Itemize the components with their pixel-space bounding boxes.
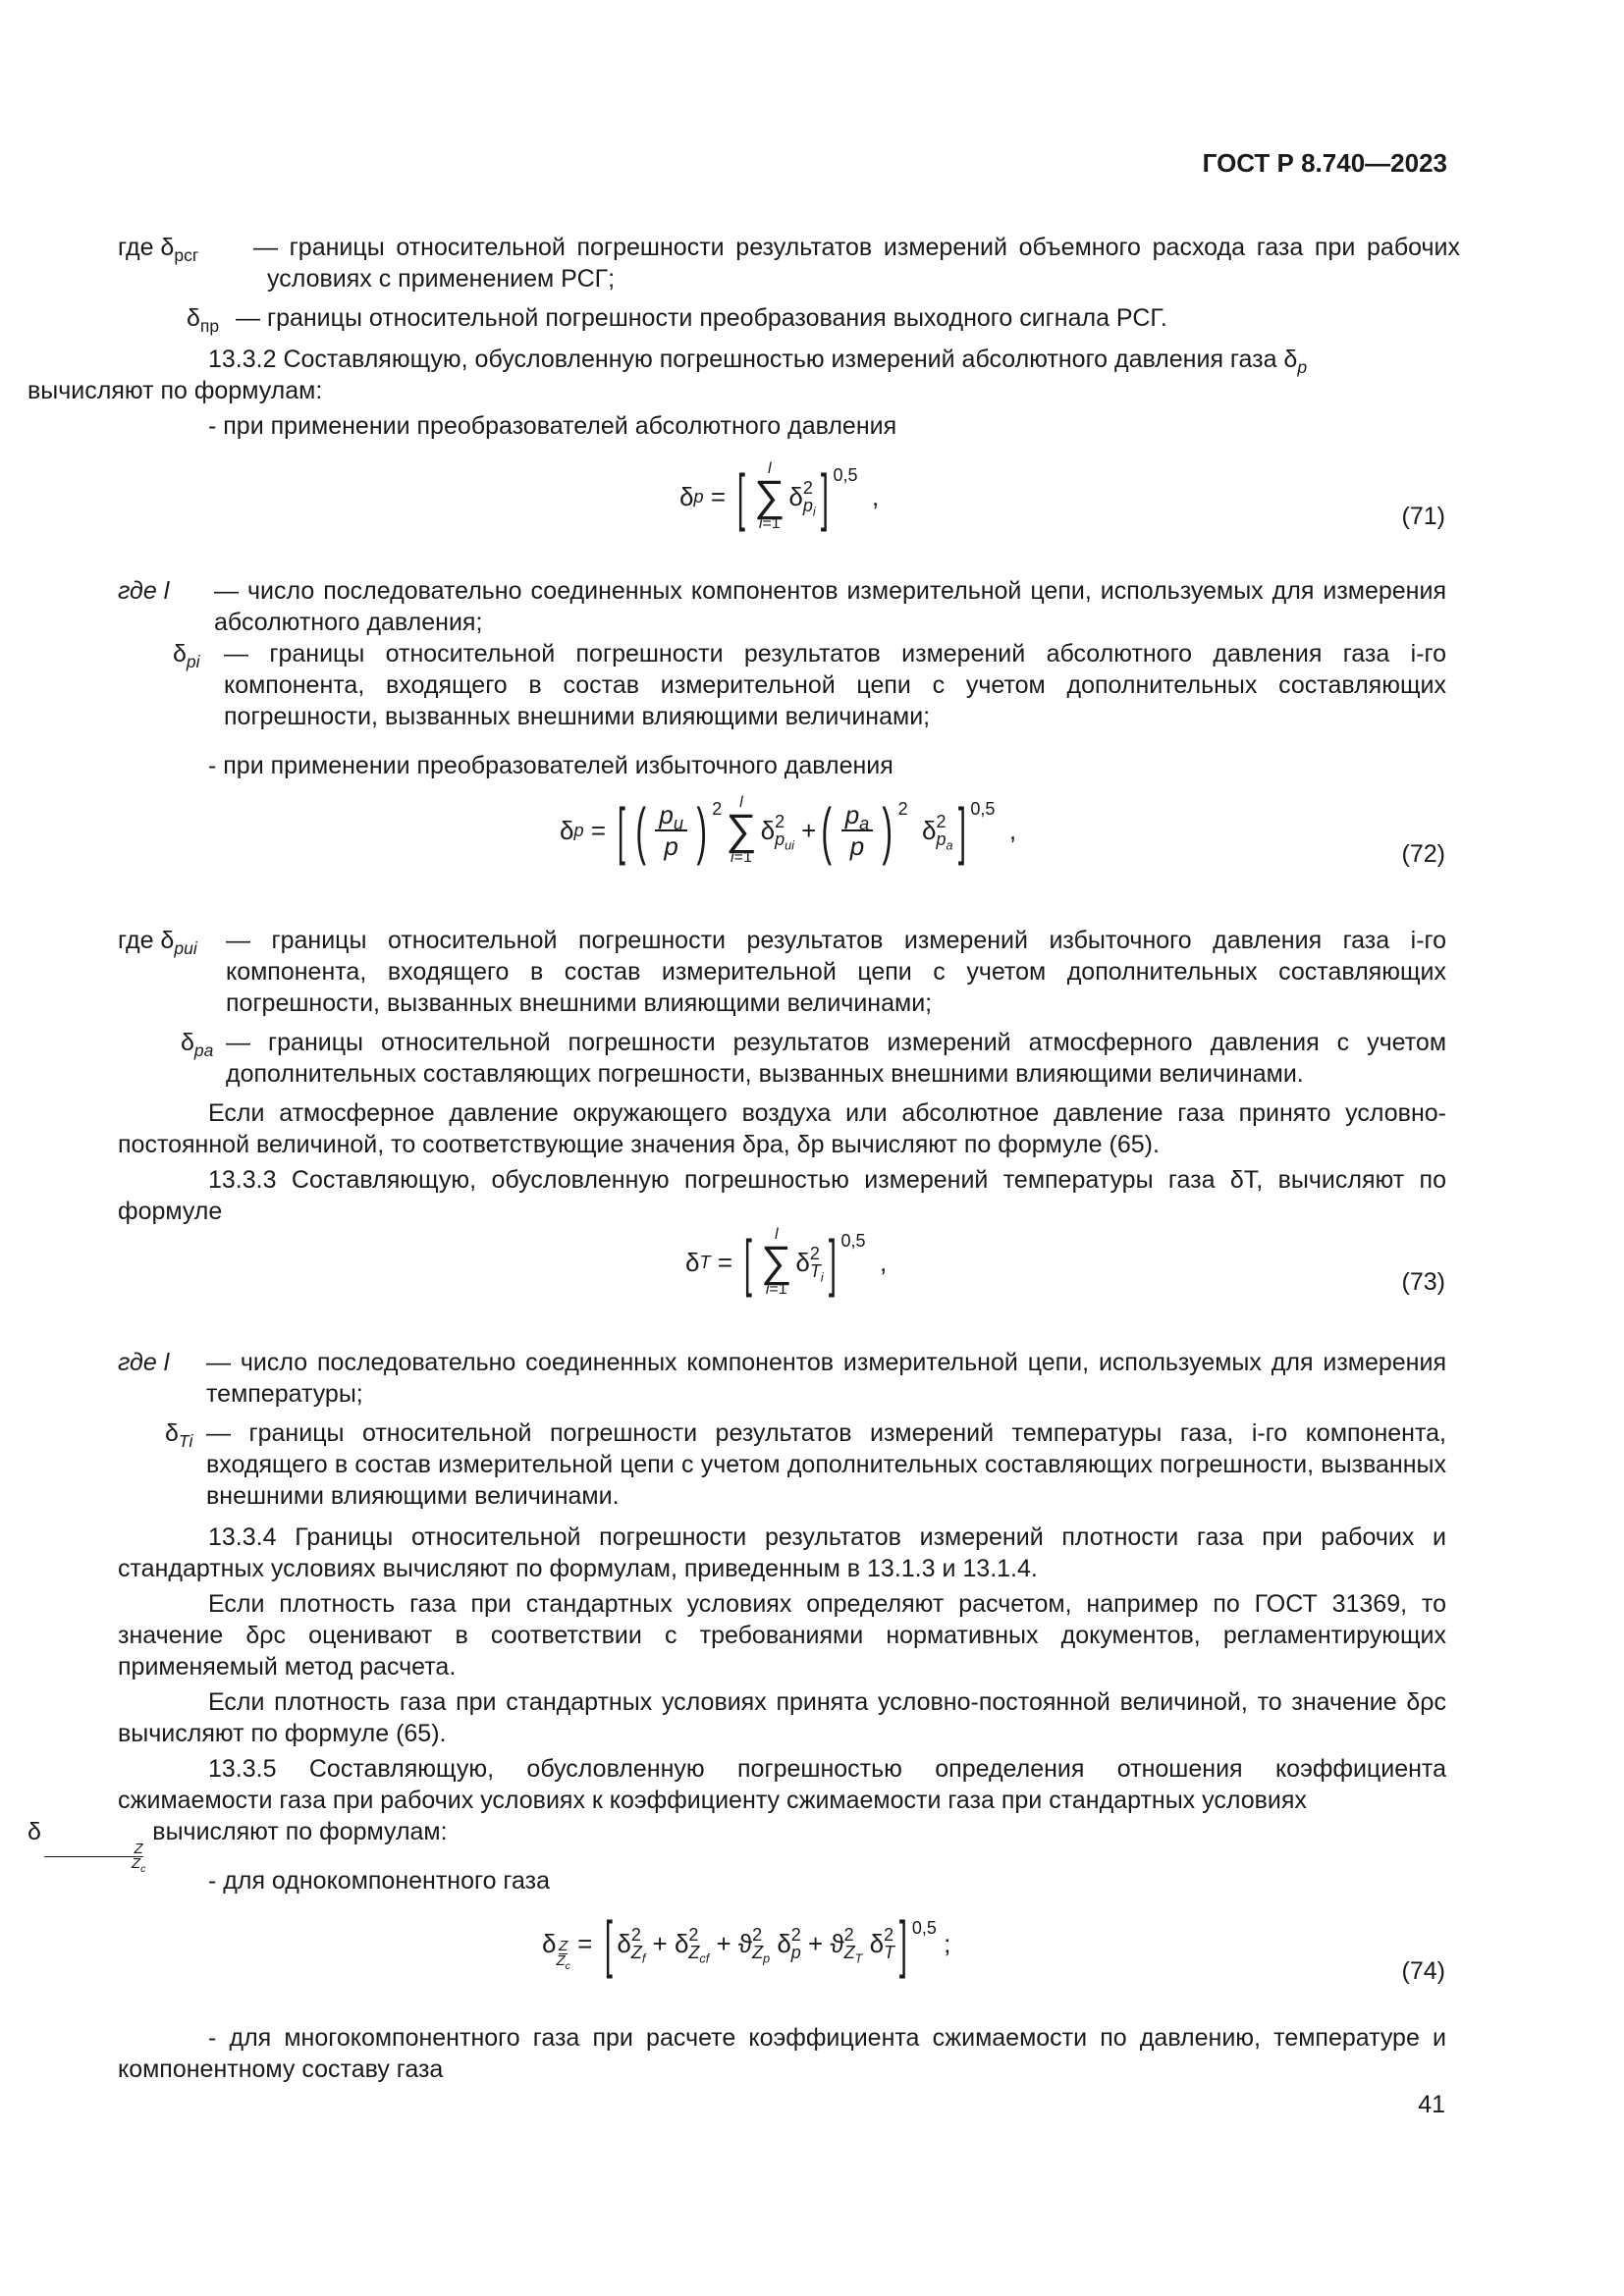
definition-term: $\delta_{pа}$: [181, 1029, 214, 1060]
definition-term: $\delta_{pi}$: [173, 640, 200, 671]
paragraph-density-const: Если плотность газа при стандартных условиях принята условно-постоянной величиной, то значение δρс вычисляют по формуле (65).: [118, 1688, 1446, 1747]
formula: δ Z $Z_c$ = [ δ 2 $Z_f$ + δ 2 $Z_{cf}$ + ϑ 2 $Z_p$ δ 2 p + ϑ 2 $Z_T$ δ 2 T ] 0,5 ;: [542, 1908, 951, 1979]
definition-text: — число последовательно соединенных компонентов измерительной цепи, используемых для измерения температуры;: [206, 1349, 1446, 1408]
equation-number: (73): [1401, 1268, 1445, 1296]
document-id: ГОСТ Р 8.740—2023: [1202, 148, 1447, 178]
definition-term: $\delta_{Ti}$: [165, 1419, 193, 1451]
equation-74: [0, 1908, 1624, 2022]
paragraph-density-calc: Если плотность газа при стандартных условиях определяют расчетом, например по ГОСТ 31369, то значение δρс оценивают в соответствии с требованиями нормативных документов, регламентирующих применяемый метод расчета.: [118, 1590, 1446, 1681]
equation-number: (72): [1401, 840, 1445, 868]
definition-text: — границы относительной погрешности результатов измерений температуры газа, i-го компонента, входящего в состав измерительной цепи с учетом дополнительных составляющих погрешности, вызванных внешними влияющими величинами.: [206, 1419, 1446, 1510]
list-item-absolute: - при применении преобразователей абсолютного давления: [208, 412, 897, 440]
definition-text: — число последовательно соединенных компонентов измерительной цепи, используемых для измерения абсолютного давления;: [214, 577, 1446, 636]
paragraph-atmospheric: Если атмосферное давление окружающего воздуха или абсолютное давление газа принято условно-постоянной величиной, то соответствующие значения δpа, δp вычисляют по формуле (65).: [118, 1099, 1446, 1158]
formula: δ p = [ l ∑ i=1 δ 2 $p_i$ ] 0,5 ,: [679, 460, 880, 532]
formula: δ p = [ ( $\frac{p_и}{p}$ ) 2 l ∑ i=1 δ 2 $p_{иi}$ + ( $\frac{p_а}{p}$ ) 2 δ 2 $p_а$ ] 0,5 ,: [560, 794, 1017, 866]
definition-term: где $\delta_{рсг}$: [118, 234, 199, 265]
page-number: 41: [1418, 2091, 1445, 2118]
paragraph-13-3-2: 13.3.2 Составляющую, обусловленную погрешностью измерений абсолютного давления газа $\delta_p$ вычисляют по формулам:: [27, 346, 1308, 404]
list-item-single: - для однокомпонентного газа: [208, 1867, 550, 1895]
formula: δ T = [ l ∑ i=1 δ 2 $T_i$ ] 0,5 ,: [685, 1226, 888, 1298]
definition-term: где l: [118, 577, 170, 605]
definition-text: — границы относительной погрешности результатов измерений атмосферного давления с учетом дополнительных составляющих погрешности, вызванных внешними влияющими величинами.: [226, 1029, 1446, 1088]
equation-72: [0, 795, 1624, 903]
definition-term: где $\delta_{pиi}$: [118, 927, 197, 958]
definition-term: где l: [118, 1349, 170, 1376]
definition-text: — границы относительной погрешности результатов измерений абсолютного давления газа i-го компонента, входящего в состав измерительной цепи с учетом дополнительных составляющих погрешности, вызванных внешними влияющими величинами;: [224, 640, 1446, 730]
equation-73: [0, 1227, 1624, 1335]
list-item-multi: - для многокомпонентного газа при расчете коэффициента сжимаемости по давлению, температуре и компонентному составу газа: [118, 2024, 1446, 2083]
definition-text: — границы относительной погрешности преобразования выходного сигнала РСГ.: [236, 304, 1167, 332]
list-item-excess: - при применении преобразователей избыточного давления: [208, 752, 893, 779]
paragraph-13-3-5: 13.3.5 Составляющую, обусловленную погрешностью определения отношения коэффициента сжимаемости газа при рабочих условиях к коэффициенту сжимаемости газа при стандартных условиях δ $_{\frac{Z}{Z_c}}$ вычисляют по формулам:: [27, 1755, 1446, 1875]
definition-term: $\delta_{пр}$: [187, 304, 220, 336]
equation-71: [0, 461, 1624, 569]
equation-number: (74): [1401, 1957, 1445, 1985]
paragraph-13-3-3: 13.3.3 Составляющую, обусловленную погрешностью измерений температуры газа δT, вычисляют по формуле: [118, 1166, 1446, 1225]
equation-number: (71): [1401, 503, 1445, 530]
paragraph-13-3-4: 13.3.4 Границы относительной погрешности результатов измерений плотности газа при рабочих и стандартных условиях вычисляют по формулам, приведенным в 13.1.3 и 13.1.4.: [118, 1523, 1446, 1582]
definition-text: — границы относительной погрешности результатов измерений объемного расхода газа при рабочих условиях с применением РСГ;: [253, 234, 1460, 293]
definition-text: — границы относительной погрешности результатов измерений избыточного давления газа i-го компонента, входящего в состав измерительной цепи с учетом дополнительных составляющих погрешности, вызванных внешними влияющими величинами;: [226, 927, 1446, 1017]
